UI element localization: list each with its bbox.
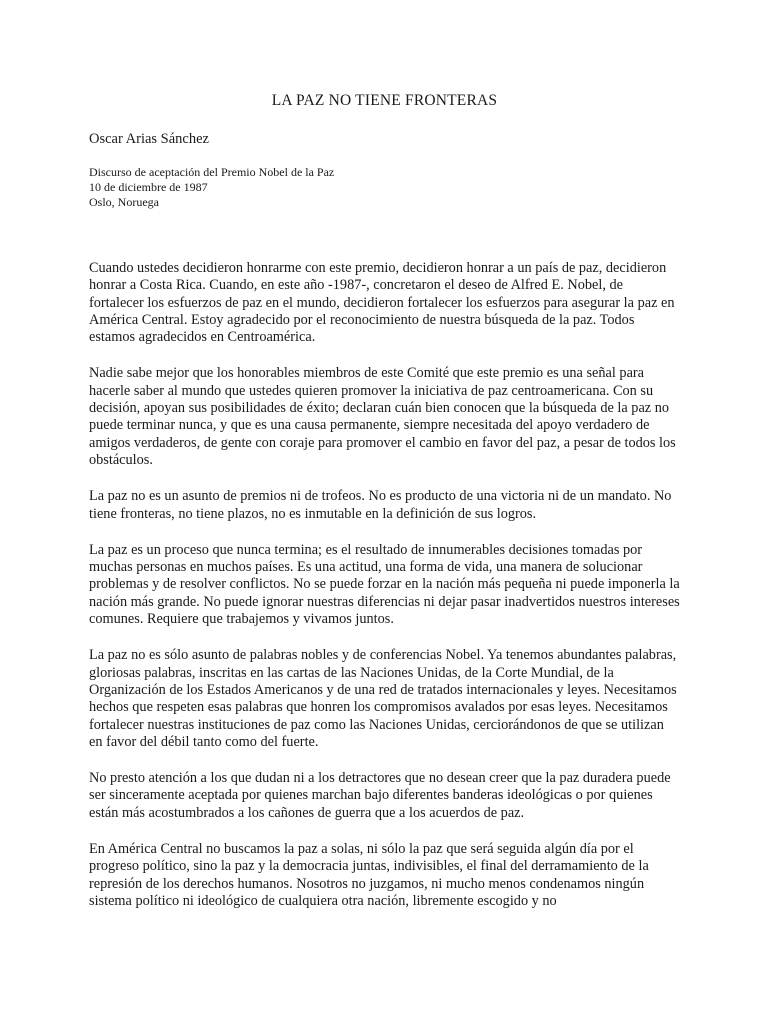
- paragraph-3: La paz no es un asunto de premios ni de trofeos. No es producto de una victoria ni de un mandato. No tiene fronteras, no tiene plazos, no es inmutable en la definición de sus logros.: [89, 488, 672, 522]
- author-name: Oscar Arias Sánchez: [89, 131, 209, 147]
- speech-date: 10 de diciembre de 1987: [89, 180, 208, 194]
- speech-occasion: Discurso de aceptación del Premio Nobel de la Paz: [89, 165, 335, 179]
- speech-metadata: [89, 165, 680, 210]
- paragraph-2: Nadie sabe mejor que los honorables miembros de este Comité que este premio es una señal para hacerle saber al mundo que ustedes quieren promover la iniciativa de paz centroamericana. Con su decisión, apoyan sus posibilidades de éxito; declaran cuán bien conocen que la búsqueda de la paz no puede terminar nunca, y que es una causa permanente, siempre necesitada del apoyo verdadero de amigos verdaderos, de gente con coraje para promover el cambio en favor del paz, a pesar de todos los obstáculos.: [89, 365, 676, 468]
- paragraph-6: No presto atención a los que dudan ni a los detractores que no desean creer que la paz duradera puede ser sinceramente aceptada por quienes marchan bajo diferentes banderas ideológicas o por quienes están más acostumbrados a los cañones de guerra que a los acuerdos de paz.: [89, 770, 671, 821]
- document-body: [89, 260, 680, 910]
- paragraph-7: En América Central no buscamos la paz a solas, ni sólo la paz que será seguida algún día por el progreso político, sino la paz y la democracia juntas, indivisibles, el final del derramamiento de la represión de los derechos humanos. Nosotros no juzgamos, ni mucho menos condenamos ningún sistema político ni ideológico de cualquiera otra nación, libremente escogido y no: [89, 841, 649, 909]
- document-title: LA PAZ NO TIENE FRONTERAS: [271, 92, 498, 109]
- speech-location: Oslo, Noruega: [89, 195, 159, 209]
- paragraph-1: Cuando ustedes decidieron honrarme con este premio, decidieron honrar a un país de paz, decidieron honrar a Costa Rica. Cuando, en este año -1987-, concretaron el deseo de Alfred E. Nobel, de fortalecer los esfuerzos de paz en el mundo, decidieron fortalecer los esfuerzos para asegurar la paz en América Central. Estoy agradecido por el reconocimiento de nuestra búsqueda de la paz. Todos estamos agradecidos en Centroamérica.: [89, 260, 675, 346]
- paragraph-5: La paz no es sólo asunto de palabras nobles y de conferencias Nobel. Ya tenemos abundantes palabras, gloriosas palabras, inscritas en las cartas de las Naciones Unidas, de la Corte Mundial, de la Organización de los Estados Americanos y de una red de tratados internacionales y leyes. Necesitamos hechos que respeten esas palabras que honren los compromisos avalados por esas leyes. Necesitamos fortalecer nuestras instituciones de paz como las Naciones Unidas, cerciorándonos de que se utilizan en favor del débil tanto como del fuerte.: [89, 647, 677, 750]
- paragraph-4: La paz es un proceso que nunca termina; es el resultado de innumerables decisiones tomadas por muchas personas en muchos países. Es una actitud, una forma de vida, una manera de solucionar problemas y de resolver conflictos. No se puede forzar en la nación más pequeña ni puede imponerla la nación más grande. No puede ignorar nuestras diferencias ni dejar pasar inadvertidos nuestros intereses comunes. Requiere que trabajemos y vivamos juntos.: [89, 541, 680, 628]
